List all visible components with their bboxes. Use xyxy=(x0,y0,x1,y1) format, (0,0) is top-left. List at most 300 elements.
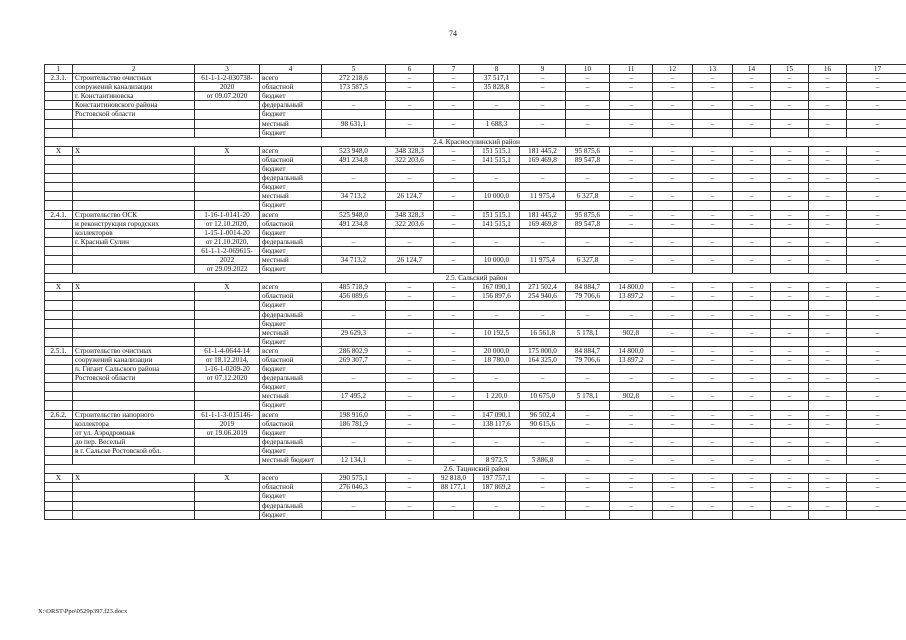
table-cell: – xyxy=(847,219,906,228)
table-cell: – xyxy=(434,174,474,183)
table-cell xyxy=(771,228,809,237)
table-cell: – xyxy=(653,292,693,301)
table-cell: – xyxy=(386,328,434,337)
table-cell xyxy=(195,328,260,337)
table-cell: от 29.09.2022 xyxy=(195,265,260,274)
table-cell xyxy=(693,510,733,519)
table-cell: 491 234,8 xyxy=(322,219,386,228)
table-cell: – xyxy=(693,283,733,292)
table-cell xyxy=(771,165,809,174)
table-cell: – xyxy=(733,292,771,301)
table-cell: – xyxy=(771,392,809,401)
column-number: 11 xyxy=(610,65,653,74)
table-cell: – xyxy=(809,356,847,365)
table-cell xyxy=(733,201,771,210)
table-cell xyxy=(386,510,434,519)
table-cell xyxy=(610,165,653,174)
table-cell xyxy=(653,128,693,137)
table-cell: 5 178,1 xyxy=(566,328,610,337)
table-cell: 173 587,5 xyxy=(322,83,386,92)
table-cell xyxy=(693,446,733,455)
table-cell: 485 718,9 xyxy=(322,283,386,292)
table-cell xyxy=(771,301,809,310)
table-cell: – xyxy=(693,392,733,401)
table-cell: 286 802,9 xyxy=(322,346,386,355)
table-cell: – xyxy=(693,292,733,301)
table-row xyxy=(45,246,906,255)
table-cell xyxy=(847,383,906,392)
table-cell xyxy=(73,492,195,501)
table-cell xyxy=(322,265,386,274)
table-cell: 35 828,8 xyxy=(474,83,520,92)
table-cell: – xyxy=(520,474,566,483)
table-cell: 37 517,1 xyxy=(474,74,520,83)
table-cell xyxy=(195,319,260,328)
table-cell: – xyxy=(520,237,566,246)
table-cell: федеральный xyxy=(260,101,322,110)
column-number: 17 xyxy=(847,65,906,74)
footer-file-path: X:\ORST\Ppo\0529p397.f23.docx xyxy=(38,608,128,615)
table-cell xyxy=(195,165,260,174)
table-cell: – xyxy=(733,219,771,228)
table-cell: – xyxy=(847,210,906,219)
table-cell xyxy=(520,128,566,137)
table-cell xyxy=(733,92,771,101)
column-number: 8 xyxy=(474,65,520,74)
table-cell: – xyxy=(520,119,566,128)
table-cell: – xyxy=(653,483,693,492)
table-cell: – xyxy=(386,74,434,83)
table-cell: Х xyxy=(195,146,260,155)
table-cell xyxy=(386,165,434,174)
table-cell xyxy=(195,501,260,510)
table-cell: – xyxy=(733,328,771,337)
table-cell xyxy=(610,492,653,501)
table-cell xyxy=(809,383,847,392)
table-cell: – xyxy=(610,437,653,446)
table-cell: всего xyxy=(260,283,322,292)
table-cell: – xyxy=(434,119,474,128)
table-row xyxy=(45,292,906,301)
table-cell: – xyxy=(809,210,847,219)
table-cell: – xyxy=(733,456,771,465)
table-cell xyxy=(73,383,195,392)
table-cell: 13 897,2 xyxy=(610,292,653,301)
table-cell: 1-16-1-0209-20 xyxy=(195,365,260,374)
table-cell xyxy=(566,201,610,210)
table-cell: 14 800,0 xyxy=(610,346,653,355)
table-cell: – xyxy=(653,346,693,355)
table-cell: 151 515,1 xyxy=(474,210,520,219)
table-cell xyxy=(847,319,906,328)
table-cell: – xyxy=(733,346,771,355)
table-cell xyxy=(45,155,73,164)
table-cell xyxy=(434,365,474,374)
table-cell: – xyxy=(809,155,847,164)
table-cell: 84 884,7 xyxy=(566,283,610,292)
table-cell xyxy=(474,183,520,192)
table-cell xyxy=(653,110,693,119)
table-cell xyxy=(73,246,195,255)
table-cell xyxy=(45,119,73,128)
table-cell: Ростовской области xyxy=(73,110,195,119)
table-cell: – xyxy=(693,437,733,446)
table-cell xyxy=(195,456,260,465)
table-cell: бюджет xyxy=(260,337,322,346)
table-cell: всего xyxy=(260,146,322,155)
table-cell: 181 445,2 xyxy=(520,210,566,219)
table-cell xyxy=(520,301,566,310)
table-cell xyxy=(73,119,195,128)
table-cell xyxy=(73,192,195,201)
column-number: 9 xyxy=(520,65,566,74)
column-number: 4 xyxy=(260,65,322,74)
table-cell xyxy=(474,319,520,328)
table-cell: 11 975,4 xyxy=(520,255,566,264)
table-cell xyxy=(847,401,906,410)
table-cell xyxy=(809,492,847,501)
table-cell xyxy=(566,165,610,174)
table-cell: Х xyxy=(73,283,195,292)
table-cell xyxy=(847,428,906,437)
table-cell: – xyxy=(566,437,610,446)
table-cell: Константиновского района xyxy=(73,101,195,110)
table-cell: коллектора xyxy=(73,419,195,428)
table-cell: – xyxy=(653,210,693,219)
table-cell: – xyxy=(566,483,610,492)
table-cell xyxy=(45,392,73,401)
table-cell: – xyxy=(771,146,809,155)
table-cell: – xyxy=(610,210,653,219)
table-cell: – xyxy=(434,146,474,155)
table-cell: – xyxy=(809,328,847,337)
table-cell: бюджет xyxy=(260,165,322,174)
table-cell: 2.6.2. xyxy=(45,410,73,419)
table-cell xyxy=(322,401,386,410)
table-row xyxy=(45,174,906,183)
table-cell: – xyxy=(653,255,693,264)
table-cell: – xyxy=(653,83,693,92)
table-cell: – xyxy=(434,292,474,301)
table-cell: – xyxy=(566,474,610,483)
table-cell: бюджет xyxy=(260,319,322,328)
table-cell xyxy=(771,365,809,374)
table-cell: – xyxy=(520,310,566,319)
table-cell: 348 328,3 xyxy=(386,146,434,155)
table-cell: 95 875,6 xyxy=(566,210,610,219)
table-row xyxy=(45,74,906,83)
table-cell xyxy=(434,183,474,192)
table-cell xyxy=(45,383,73,392)
table-cell: – xyxy=(434,392,474,401)
table-cell xyxy=(566,446,610,455)
table-cell: – xyxy=(434,374,474,383)
table-cell xyxy=(474,365,520,374)
table-cell: – xyxy=(809,419,847,428)
table-cell xyxy=(322,428,386,437)
table-cell: бюджет xyxy=(260,383,322,392)
table-cell xyxy=(693,165,733,174)
table-cell: 26 124,7 xyxy=(386,255,434,264)
table-cell xyxy=(610,428,653,437)
table-cell xyxy=(693,319,733,328)
table-cell xyxy=(520,201,566,210)
table-cell: – xyxy=(847,437,906,446)
table-row xyxy=(45,428,906,437)
table-cell: – xyxy=(610,410,653,419)
table-cell xyxy=(693,110,733,119)
table-cell: – xyxy=(809,119,847,128)
table-cell xyxy=(195,292,260,301)
table-cell: федеральный xyxy=(260,237,322,246)
table-cell: – xyxy=(386,119,434,128)
table-cell: – xyxy=(771,310,809,319)
table-cell xyxy=(45,192,73,201)
table-cell xyxy=(809,110,847,119)
table-cell: п. Гигант Сальского района xyxy=(73,365,195,374)
table-cell: областной xyxy=(260,419,322,428)
table-cell: 96 502,4 xyxy=(520,410,566,419)
table-row xyxy=(45,356,906,365)
table-cell xyxy=(73,165,195,174)
table-cell: – xyxy=(809,310,847,319)
table-cell: – xyxy=(566,374,610,383)
table-cell xyxy=(566,428,610,437)
table-cell xyxy=(771,337,809,346)
table-cell: – xyxy=(610,483,653,492)
table-cell xyxy=(386,128,434,137)
table-cell: – xyxy=(847,346,906,355)
table-cell xyxy=(322,228,386,237)
table-cell xyxy=(195,301,260,310)
table-cell: – xyxy=(771,237,809,246)
table-cell: бюджет xyxy=(260,183,322,192)
table-cell xyxy=(610,228,653,237)
table-cell: всего xyxy=(260,410,322,419)
table-cell: – xyxy=(434,456,474,465)
table-cell: местный xyxy=(260,392,322,401)
table-cell: 17 495,2 xyxy=(322,392,386,401)
table-cell: областной xyxy=(260,483,322,492)
table-cell: местный xyxy=(260,119,322,128)
table-cell xyxy=(45,165,73,174)
table-cell xyxy=(386,228,434,237)
table-cell xyxy=(474,165,520,174)
table-row xyxy=(45,101,906,110)
table-cell: – xyxy=(653,419,693,428)
table-cell: – xyxy=(733,283,771,292)
table-cell: – xyxy=(520,437,566,446)
table-cell xyxy=(73,201,195,210)
table-cell xyxy=(322,165,386,174)
table-row xyxy=(45,410,906,419)
table-cell xyxy=(474,128,520,137)
table-cell: – xyxy=(693,328,733,337)
table-cell: 181 445,2 xyxy=(520,146,566,155)
table-cell: – xyxy=(434,328,474,337)
table-cell: – xyxy=(474,310,520,319)
table-row xyxy=(45,392,906,401)
table-cell: местный xyxy=(260,328,322,337)
table-cell xyxy=(474,446,520,455)
table-cell xyxy=(809,165,847,174)
table-cell: – xyxy=(771,346,809,355)
table-cell: – xyxy=(809,174,847,183)
column-number: 12 xyxy=(653,65,693,74)
table-cell xyxy=(847,446,906,455)
table-cell xyxy=(45,492,73,501)
table-cell: 2.4.1. xyxy=(45,210,73,219)
table-cell: 1 220,0 xyxy=(474,392,520,401)
table-cell: – xyxy=(474,237,520,246)
table-cell: – xyxy=(566,174,610,183)
table-cell: – xyxy=(809,346,847,355)
table-cell xyxy=(195,174,260,183)
table-cell: 92 818,0 xyxy=(434,474,474,483)
table-cell: – xyxy=(847,456,906,465)
table-cell: – xyxy=(693,310,733,319)
table-row xyxy=(45,456,906,465)
table-cell xyxy=(733,128,771,137)
table-cell xyxy=(474,401,520,410)
table-cell: 141 515,1 xyxy=(474,155,520,164)
table-cell: 322 203,6 xyxy=(386,155,434,164)
table-cell: 269 307,7 xyxy=(322,356,386,365)
table-cell: – xyxy=(610,192,653,201)
table-cell: – xyxy=(733,83,771,92)
table-cell: – xyxy=(653,146,693,155)
table-cell: от ул. Аэродромная xyxy=(73,428,195,437)
table-cell: – xyxy=(434,155,474,164)
table-cell: 95 875,6 xyxy=(566,146,610,155)
table-cell xyxy=(566,337,610,346)
table-cell xyxy=(693,201,733,210)
table-row xyxy=(45,146,906,155)
table-cell: – xyxy=(809,292,847,301)
table-cell: – xyxy=(386,456,434,465)
table-cell: – xyxy=(322,501,386,510)
table-cell xyxy=(771,446,809,455)
column-number: 1 xyxy=(45,65,73,74)
table-cell: – xyxy=(566,419,610,428)
table-cell: – xyxy=(847,310,906,319)
table-cell: 10 675,0 xyxy=(520,392,566,401)
table-cell: 138 117,6 xyxy=(474,419,520,428)
table-cell xyxy=(566,183,610,192)
table-cell: – xyxy=(386,437,434,446)
table-cell xyxy=(847,183,906,192)
table-row xyxy=(45,501,906,510)
table-cell: 164 325,0 xyxy=(520,356,566,365)
table-cell xyxy=(45,228,73,237)
table-cell xyxy=(195,101,260,110)
table-cell: 2020 xyxy=(195,83,260,92)
table-cell xyxy=(771,319,809,328)
table-row xyxy=(45,92,906,101)
table-cell xyxy=(195,446,260,455)
table-cell xyxy=(610,246,653,255)
table-cell xyxy=(73,310,195,319)
table-cell xyxy=(653,246,693,255)
table-cell: – xyxy=(520,174,566,183)
table-cell: Х xyxy=(195,474,260,483)
table-cell: – xyxy=(653,101,693,110)
table-cell: – xyxy=(386,283,434,292)
table-cell xyxy=(474,337,520,346)
table-cell xyxy=(566,92,610,101)
table-cell xyxy=(45,201,73,210)
table-cell: – xyxy=(474,101,520,110)
table-cell: – xyxy=(386,346,434,355)
table-cell xyxy=(195,128,260,137)
table-cell xyxy=(434,128,474,137)
table-row xyxy=(45,237,906,246)
table-cell: 6 327,8 xyxy=(566,192,610,201)
table-cell xyxy=(566,492,610,501)
table-cell xyxy=(809,246,847,255)
table-cell: – xyxy=(653,374,693,383)
table-cell: – xyxy=(847,501,906,510)
table-cell: – xyxy=(693,255,733,264)
table-row xyxy=(45,201,906,210)
table-cell: – xyxy=(847,392,906,401)
table-cell: 18 780,0 xyxy=(474,356,520,365)
table-cell: – xyxy=(693,410,733,419)
table-cell xyxy=(733,401,771,410)
table-cell: – xyxy=(693,456,733,465)
table-cell: – xyxy=(693,83,733,92)
table-cell: бюджет xyxy=(260,301,322,310)
table-cell: бюджет xyxy=(260,110,322,119)
table-cell xyxy=(73,174,195,183)
table-cell: – xyxy=(566,83,610,92)
table-cell: федеральный xyxy=(260,374,322,383)
table-cell xyxy=(434,319,474,328)
table-cell xyxy=(322,319,386,328)
table-cell: – xyxy=(610,119,653,128)
table-cell: – xyxy=(733,474,771,483)
table-cell: 1-15-1-0014-20 xyxy=(195,228,260,237)
table-cell xyxy=(45,510,73,519)
table-cell: – xyxy=(610,419,653,428)
table-cell xyxy=(474,428,520,437)
table-cell: – xyxy=(610,101,653,110)
table-cell xyxy=(693,128,733,137)
table-cell xyxy=(434,428,474,437)
table-row xyxy=(45,383,906,392)
table-cell: – xyxy=(809,456,847,465)
table-cell: 6 327,8 xyxy=(566,255,610,264)
table-cell: – xyxy=(434,419,474,428)
table-cell xyxy=(434,110,474,119)
table-row xyxy=(45,155,906,164)
table-cell xyxy=(847,301,906,310)
section-row xyxy=(45,274,906,283)
table-cell xyxy=(771,128,809,137)
table-cell xyxy=(733,319,771,328)
table-cell: 276 046,3 xyxy=(322,483,386,492)
table-cell xyxy=(520,428,566,437)
table-cell: – xyxy=(733,356,771,365)
table-cell: областной xyxy=(260,356,322,365)
table-cell xyxy=(195,192,260,201)
table-cell: Х xyxy=(45,283,73,292)
table-cell: 61-1-4-0644-14 xyxy=(195,346,260,355)
table-cell: – xyxy=(847,356,906,365)
table-cell: 84 884,7 xyxy=(566,346,610,355)
table-cell: – xyxy=(847,483,906,492)
table-cell: – xyxy=(771,419,809,428)
